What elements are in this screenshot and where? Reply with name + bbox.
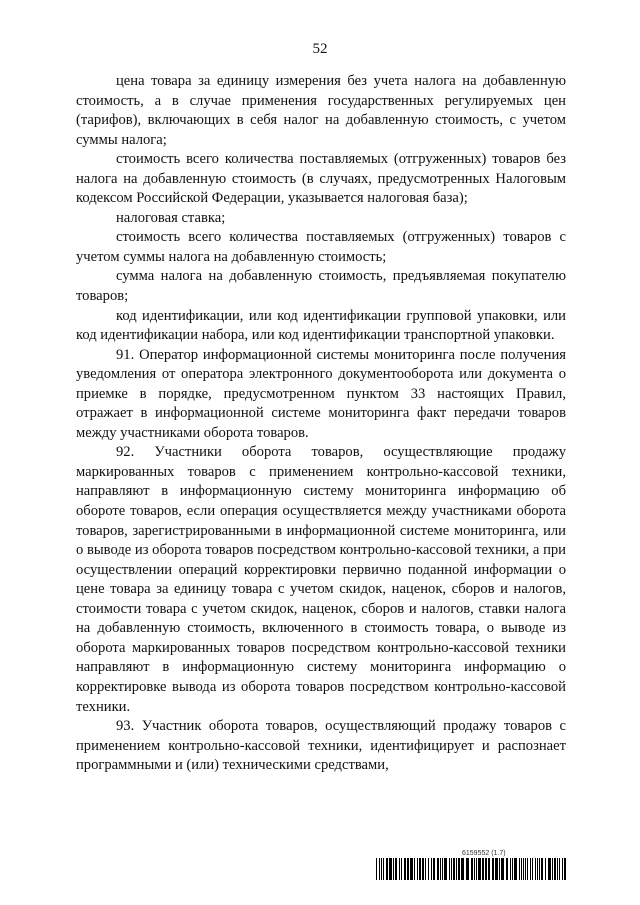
page-number: 52: [312, 41, 328, 57]
paragraph-93: 93. Участник оборота товаров, осуществляющий продажу товаров с применением контрольно-кассовой техники, идентифицирует и распознает программными и (или) техническими средствами,: [76, 718, 566, 774]
document-body: [76, 72, 566, 776]
paragraph-price-per-unit: цена товара за единицу измерения без учета налога на добавленную стоимость, а в случае применения государственных регулируемых цен (тарифов), включающих в себя налог на добавленную стоимость, с учетом суммы налога;: [76, 73, 566, 148]
paragraph-tax-rate: налоговая ставка;: [116, 209, 226, 226]
paragraph-cost-with-vat: стоимость всего количества поставляемых (отгруженных) товаров с учетом суммы налога на добавленную стоимость;: [76, 229, 566, 265]
barcode-bars: [376, 858, 566, 880]
paragraph-cost-without-vat: стоимость всего количества поставляемых (отгруженных) товаров без налога на добавленную стоимость (в случаях, предусмотренных Налоговым кодексом Российской Федерации, указывается налоговая база);: [76, 151, 566, 207]
paragraph-91: 91. Оператор информационной системы мониторинга после получения уведомления от оператора электронного документооборота или документа о приемке в порядке, предусмотренном пунктом 33 настоящих Правил, отражает в информационной системе мониторинга факт передачи товаров между участниками оборота товаров.: [76, 346, 566, 441]
paragraph-vat-amount: сумма налога на добавленную стоимость, предъявляемая покупателю товаров;: [76, 268, 566, 305]
paragraph-92: 92. Участники оборота товаров, осуществляющие продажу маркированных товаров с применением контрольно-кассовой техники, направляют в информационную систему мониторинга информацию об обороте товаров, если операция осуществляется между участниками оборота товаров, зарегистрированными в информационной системе мониторинга, или о выводе из оборота товаров посредством контрольно-кассовой техники, а при осуществлении операций корректировки первично поданной информации о цене товара за единицу товара с учетом скидок, наценок, сборов и налогов, стоимости товара с учетом скидок, наценок, сборов и налогов, ставки налога на добавленную стоимость, включенного в стоимость товара, о выводе из оборота маркированных товаров посредством контрольно-кассовой техники направляют в информационную систему мониторинга информацию о корректировке вывода из оборота товаров посредством контрольно-кассовой техники.: [76, 444, 566, 715]
paragraph-identification-code: код идентификации, или код идентификации групповой упаковки, или код идентификации набора, или код идентификации транспортной упаковки.: [76, 307, 566, 344]
barcode-image: [376, 858, 566, 880]
document-code: 6159552 (1.7): [462, 850, 506, 857]
